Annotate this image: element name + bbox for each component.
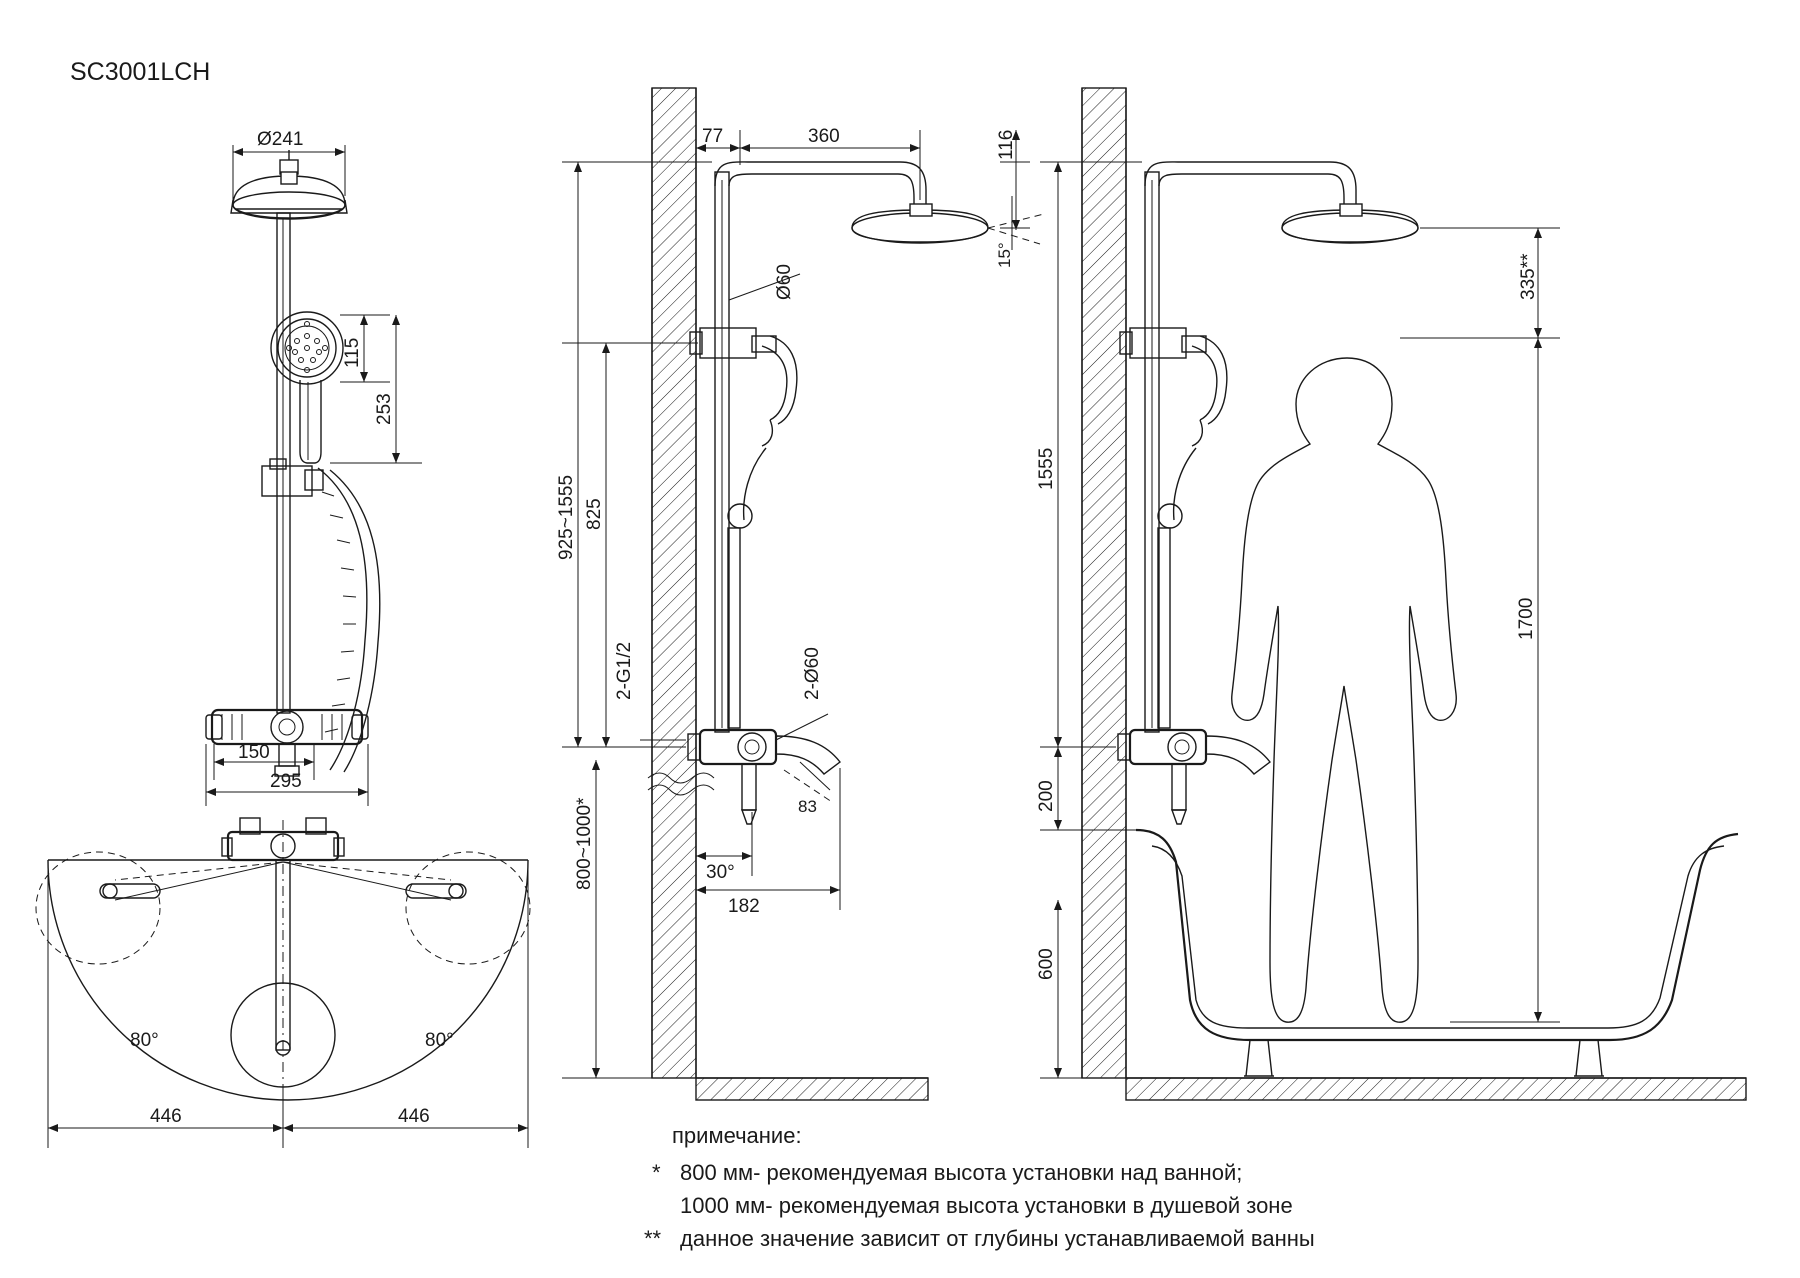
dim-overall-height-range: 925~1555 [556,474,577,560]
notes-block [644,1123,1315,1251]
note-marker-1: * [652,1160,661,1185]
note-line-1: 800 мм- рекомендуемая высота установки над ванной; [680,1160,1243,1185]
dim-handshower-length: 253 [374,393,395,425]
dim-riser-total: 1555 [1036,447,1057,490]
bath-elevation-view [1036,88,1746,1100]
dim-mixer-centers: 150 [238,742,270,763]
dim-mixer-above-rim: 200 [1036,780,1057,812]
note-line-3: данное значение зависит от глубины устанавливаемой ванны [680,1226,1315,1251]
dim-person-height: 1700 [1516,597,1537,640]
dim-head-tilt: 15° [995,242,1014,268]
dim-shower-head-diameter: Ø241 [257,129,304,150]
product-code: SC3001LCH [70,58,211,86]
dim-angle-right: 80° [425,1030,454,1051]
dim-arm-projection: 360 [808,126,840,147]
dim-mixer-width: 295 [270,771,302,792]
dim-inlet-centers: 2-Ø60 [802,647,823,700]
dim-head-height-offset: 116 [996,129,1017,160]
dim-angle-left: 80° [130,1030,159,1051]
dim-reach-left: 446 [150,1106,182,1127]
dim-spout-projection-long: 182 [728,896,760,917]
note-line-2: 1000 мм- рекомендуемая высота установки в душевой зоне [680,1193,1293,1218]
dim-install-height: 800~1000* [574,797,595,890]
front-elevation-view [206,129,422,806]
dim-wall-to-riser: 77 [702,126,724,147]
dim-reach-right: 446 [398,1106,430,1127]
swivel-plan-view [36,818,530,1148]
dim-inlet-thread: 2-G1/2 [614,641,635,700]
dim-spout-angle: 83 [798,797,817,816]
dim-spout-projection-short: 30° [706,862,735,883]
note-marker-3: ** [644,1226,662,1251]
side-section-view [556,88,1044,1100]
dim-handshower-diameter: 115 [342,337,363,368]
dim-head-to-person: 335** [1518,253,1539,300]
dim-bath-height: 600 [1036,948,1057,980]
notes-heading: примечание: [672,1123,802,1148]
dim-slider-height: 825 [584,498,605,530]
dim-riser-diameter: Ø60 [774,264,795,300]
